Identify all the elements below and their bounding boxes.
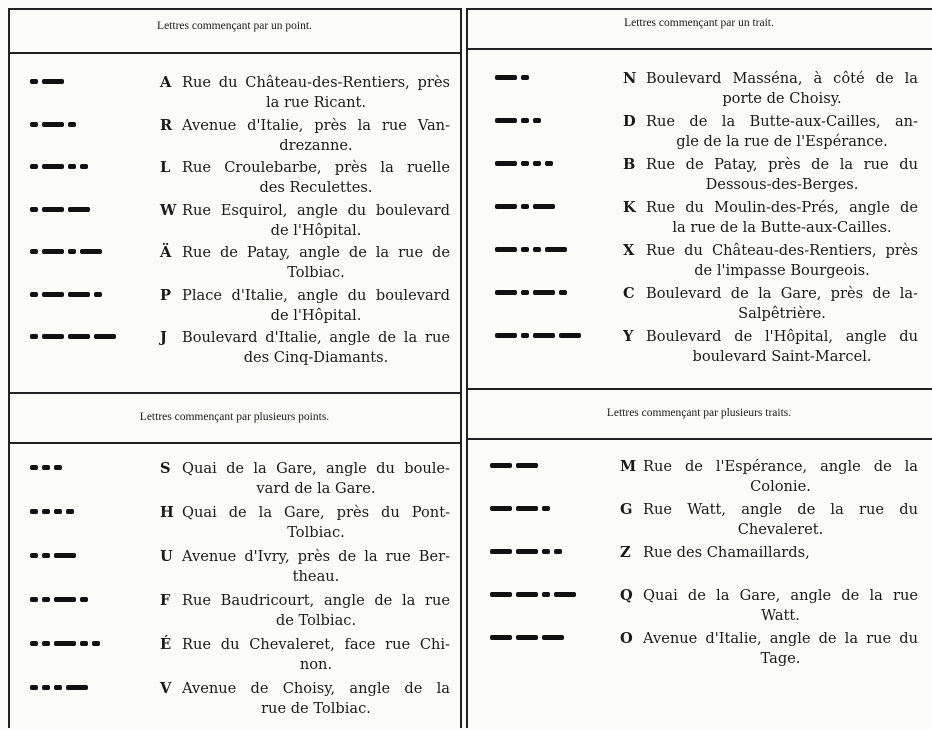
entry-location-line1: Rue du Chevaleret, face rue Chi- xyxy=(182,636,450,653)
morse-dot xyxy=(42,553,50,558)
header-rule-right xyxy=(466,48,932,50)
entry-location-line1: Rue Esquirol, angle du boulevard xyxy=(182,201,450,219)
entry-location-line2: la rue de la Butte-aux-Cailles. xyxy=(672,219,892,236)
morse-dash xyxy=(495,75,517,80)
morse-dot xyxy=(542,506,550,511)
entry-letter: U xyxy=(160,548,173,565)
entry-letter: K xyxy=(623,199,636,216)
morse-dot xyxy=(42,465,50,470)
morse-code xyxy=(495,161,553,166)
morse-dot xyxy=(68,249,76,254)
morse-dash xyxy=(495,161,517,166)
entry-letter: D xyxy=(623,113,636,130)
entry-letter: Z xyxy=(620,544,631,561)
morse-code xyxy=(495,75,529,80)
morse-code xyxy=(490,635,564,640)
morse-dash xyxy=(495,204,517,209)
entry-location-line2: de l'Hôpital. xyxy=(270,221,362,239)
entry-letter: Y xyxy=(623,328,634,345)
entry-letter: L xyxy=(160,159,171,176)
section-rule-right xyxy=(466,388,932,390)
morse-dash xyxy=(68,207,90,212)
entry-location-line1: Place d'Italie, angle du boulevard xyxy=(182,286,450,304)
morse-code xyxy=(495,290,567,295)
entry-letter: H xyxy=(160,504,174,521)
morse-dash xyxy=(490,592,512,597)
entry-location-line1: Rue du Moulin-des-Prés, angle de xyxy=(646,199,918,216)
morse-code xyxy=(30,164,88,169)
morse-dash xyxy=(495,118,517,123)
morse-dash xyxy=(68,334,90,339)
morse-dash xyxy=(80,249,102,254)
morse-dot xyxy=(30,122,38,127)
morse-dash xyxy=(495,333,517,338)
morse-dot xyxy=(533,118,541,123)
entry-location-line2: de l'impasse Bourgeois. xyxy=(694,262,870,279)
morse-dot xyxy=(80,641,88,646)
morse-dash xyxy=(495,290,517,295)
morse-dot xyxy=(30,685,38,690)
morse-dash xyxy=(66,685,88,690)
entry-location-line1: Boulevard d'Italie, angle de la rue xyxy=(182,329,450,346)
morse-code xyxy=(30,641,100,646)
entry-location-line2: Watt. xyxy=(761,607,800,624)
morse-dash xyxy=(42,292,64,297)
morse-dash xyxy=(516,635,538,640)
morse-dash xyxy=(42,164,64,169)
morse-dot xyxy=(42,509,50,514)
morse-dash xyxy=(490,463,512,468)
entry-location-line2: des Cinq-Diamants. xyxy=(243,349,389,366)
morse-code xyxy=(490,592,576,597)
morse-dot xyxy=(30,641,38,646)
entry-letter: É xyxy=(160,636,172,653)
entry-location-line2: rue de Tolbiac. xyxy=(261,700,371,717)
morse-dot xyxy=(68,164,76,169)
section-rule-left xyxy=(8,392,461,394)
morse-dot xyxy=(42,685,50,690)
entry-location-line1: Rue des Chamaillards, xyxy=(643,544,810,561)
entry-location-line1: Boulevard de l'Hôpital, angle du xyxy=(646,328,918,345)
morse-dot xyxy=(30,465,38,470)
entry-location-line1: Rue de l'Espérance, angle de la xyxy=(643,458,918,475)
entry-location-line2: gle de la rue de l'Espérance. xyxy=(676,133,888,150)
morse-dash xyxy=(542,635,564,640)
morse-dot xyxy=(554,549,562,554)
entry-location-line1: Boulevard de la Gare, près de la- xyxy=(646,285,918,302)
section-title: Lettres commençant par un point. xyxy=(157,20,312,32)
entry-location-line2: la rue Ricant. xyxy=(265,94,367,111)
entry-letter: A xyxy=(160,74,172,91)
morse-dash xyxy=(490,506,512,511)
morse-dot xyxy=(42,597,50,602)
morse-dot xyxy=(533,247,541,252)
morse-dash xyxy=(516,463,538,468)
morse-dot xyxy=(521,290,529,295)
morse-dot xyxy=(521,247,529,252)
morse-dot xyxy=(54,509,62,514)
morse-dot xyxy=(92,641,100,646)
morse-code xyxy=(495,204,555,209)
entry-letter: J xyxy=(160,329,167,346)
morse-dash xyxy=(54,641,76,646)
morse-dot xyxy=(542,592,550,597)
header-rule-left-2 xyxy=(8,442,461,444)
section-title: Lettres commençant par un trait. xyxy=(624,17,774,29)
morse-code xyxy=(495,333,581,338)
morse-dash xyxy=(54,597,76,602)
entry-location-line1: Avenue d'Italie, près la rue Van- xyxy=(182,116,450,134)
morse-dot xyxy=(559,290,567,295)
morse-dot xyxy=(30,164,38,169)
morse-code xyxy=(495,118,541,123)
morse-code xyxy=(30,465,62,470)
entry-location-line1: Rue de Patay, près de la rue du xyxy=(646,156,918,173)
morse-code xyxy=(30,553,76,558)
entry-location-line2: boulevard Saint-Marcel. xyxy=(692,348,872,365)
entry-location-line2: des Reculettes. xyxy=(259,179,373,196)
morse-dash xyxy=(533,204,555,209)
morse-code xyxy=(490,506,550,511)
entry-letter: B xyxy=(623,156,636,173)
entry-location-line2: vard de la Gare. xyxy=(256,480,376,497)
morse-dot xyxy=(68,122,76,127)
morse-dash xyxy=(516,549,538,554)
morse-dash xyxy=(495,247,517,252)
entry-letter: N xyxy=(623,70,637,87)
entry-letter: P xyxy=(160,286,171,304)
morse-dash xyxy=(554,592,576,597)
morse-dot xyxy=(54,465,62,470)
morse-dash xyxy=(516,592,538,597)
entry-location-line1: Quai de la Gare, angle du boule- xyxy=(182,460,450,477)
morse-dash xyxy=(94,334,116,339)
morse-dash xyxy=(533,290,555,295)
morse-dash xyxy=(42,122,64,127)
morse-dot xyxy=(30,207,38,212)
entry-location-line2: Colonie. xyxy=(750,478,811,495)
morse-dot xyxy=(521,204,529,209)
header-rule-right-2 xyxy=(466,438,932,440)
morse-dot xyxy=(94,292,102,297)
top-border-left xyxy=(8,8,461,10)
morse-dash xyxy=(490,635,512,640)
morse-dash xyxy=(54,553,76,558)
morse-dash xyxy=(42,79,64,84)
entry-location-line2: Tage. xyxy=(760,650,801,667)
left-border xyxy=(8,8,10,728)
morse-dot xyxy=(30,79,38,84)
entry-location-line1: Rue de la Butte-aux-Cailles, an- xyxy=(646,113,918,130)
entry-location-line1: Rue du Château-des-Rentiers, près xyxy=(182,74,450,91)
entry-letter: F xyxy=(160,592,171,609)
entry-location-line2: non. xyxy=(299,656,333,673)
entry-location-line1: Quai de la Gare, angle de la rue xyxy=(643,587,918,604)
entry-location-line1: Rue du Château-des-Rentiers, près xyxy=(646,242,918,259)
morse-dot xyxy=(80,597,88,602)
entry-location-line1: Rue Watt, angle de la rue du xyxy=(643,501,918,518)
morse-dot xyxy=(521,333,529,338)
entry-location-line2: de l'Hôpital. xyxy=(270,306,362,324)
morse-dot xyxy=(80,164,88,169)
morse-dot xyxy=(42,641,50,646)
morse-dot xyxy=(542,549,550,554)
entry-location-line2: de Tolbiac. xyxy=(275,612,357,629)
section-title: Lettres commençant par plusieurs points. xyxy=(139,411,330,423)
morse-code xyxy=(30,122,76,127)
morse-code xyxy=(30,509,74,514)
morse-dot xyxy=(521,161,529,166)
entry-letter: S xyxy=(160,460,171,477)
morse-dot xyxy=(30,553,38,558)
entry-letter: C xyxy=(623,285,635,302)
entry-letter: G xyxy=(620,501,633,518)
center-divider-right xyxy=(466,8,468,728)
morse-code xyxy=(30,334,116,339)
entry-letter: M xyxy=(620,458,637,475)
morse-dot xyxy=(30,334,38,339)
morse-dot xyxy=(30,509,38,514)
morse-code xyxy=(30,79,64,84)
morse-dash xyxy=(516,506,538,511)
morse-code xyxy=(30,685,88,690)
entry-letter: O xyxy=(620,630,633,647)
morse-dot xyxy=(521,75,529,80)
morse-code xyxy=(30,597,88,602)
entry-location-line1: Rue Croulebarbe, près la ruelle xyxy=(182,159,450,176)
morse-dot xyxy=(66,509,74,514)
entry-letter: Q xyxy=(620,587,633,604)
entry-location-line2: Chevaleret. xyxy=(737,521,824,538)
morse-dash xyxy=(68,292,90,297)
morse-dot xyxy=(533,161,541,166)
morse-code xyxy=(30,249,102,254)
entry-letter: X xyxy=(623,242,635,259)
entry-location-line1: Boulevard Masséna, à côté de la xyxy=(646,70,918,87)
entry-location-line2: Salpêtrière. xyxy=(738,305,826,322)
header-rule-left xyxy=(8,52,461,54)
morse-code xyxy=(490,549,562,554)
morse-dash xyxy=(42,207,64,212)
section-title: Lettres commençant par plusieurs traits. xyxy=(606,407,792,419)
entry-location-line2: Tolbiac. xyxy=(287,264,345,281)
entry-location-line1: Rue Baudricourt, angle de la rue xyxy=(182,592,450,609)
entry-location-line1: Avenue de Choisy, angle de la xyxy=(182,680,450,697)
entry-letter: Ä xyxy=(160,244,172,261)
morse-dash xyxy=(533,333,555,338)
entry-location-line1: Rue de Patay, angle de la rue de xyxy=(182,244,450,261)
entry-letter: R xyxy=(160,116,173,134)
center-divider-left xyxy=(460,8,462,728)
entry-location-line1: Avenue d'Italie, angle de la rue du xyxy=(643,630,918,647)
morse-dot xyxy=(30,292,38,297)
morse-dash xyxy=(42,334,64,339)
entry-letter: W xyxy=(160,201,177,219)
morse-dot xyxy=(521,118,529,123)
morse-dot xyxy=(545,161,553,166)
morse-dash xyxy=(490,549,512,554)
morse-code xyxy=(495,247,567,252)
morse-dot xyxy=(54,685,62,690)
top-border-right xyxy=(466,8,932,10)
entry-location-line1: Avenue d'Ivry, près de la rue Ber- xyxy=(182,548,450,565)
entry-location-line1: Quai de la Gare, près du Pont- xyxy=(182,504,450,521)
entry-location-line2: Tolbiac. xyxy=(287,524,345,541)
entry-location-line2: theau. xyxy=(292,568,340,585)
entry-letter: V xyxy=(160,680,172,697)
entry-location-line2: Dessous-des-Berges. xyxy=(705,176,859,193)
morse-dot xyxy=(30,249,38,254)
morse-dash xyxy=(559,333,581,338)
morse-dot xyxy=(30,597,38,602)
entry-location-line2: porte de Choisy. xyxy=(722,90,842,107)
morse-code xyxy=(30,292,102,297)
morse-code xyxy=(30,207,90,212)
morse-dash xyxy=(545,247,567,252)
morse-dash xyxy=(42,249,64,254)
morse-code xyxy=(490,463,538,468)
entry-location-line2: drezanne. xyxy=(279,136,353,154)
